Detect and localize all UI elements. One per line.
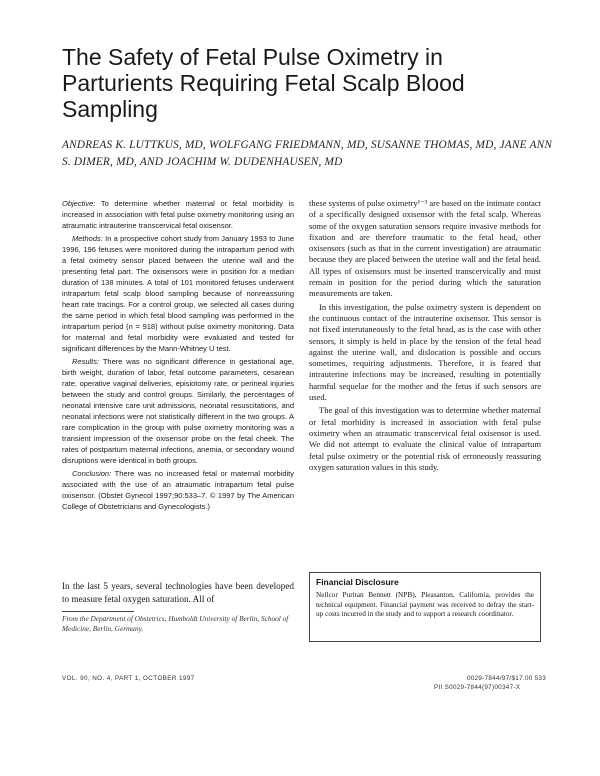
author-list: ANDREAS K. LUTTKUS, MD, WOLFGANG FRIEDMANN, MD, SUSANNE THOMAS, MD, JANE ANN S. DIMER, MD, AND JOACHIM W. DUDENHAUSEN, MD: [62, 139, 553, 168]
results-text: There was no significant difference in gestational age, birth weight, duration of labor, fetal outcome parameters, cesarean rate, operative vaginal deliveries, episiotomy rate, or perineal injuries between the study and control groups. Similarly, the percentages of neonatal intensive care unit admissions, neonatal resuscitations, and neonatal infections were not statistically different in the two groups. A rare complication in the group with pulse oximetry monitoring was a transient impression of the oxisensor probe on the fetal cheek. The rates of postpartum maternal infections, anemia, or secondary wound disruptions were identical in both groups.: [62, 357, 294, 465]
pii-code: PII S0029-7844(97)00347-X: [434, 683, 521, 691]
disclosure-text: Nellcor Puritan Bennett (NPB), Pleasanton, California, provides the technical equipment. Financial payment was received to defray the start-up costs incurred in the study and to support a research coordinator.: [316, 590, 534, 618]
article-title: The Safety of Fetal Pulse Oximetry in Parturients Requiring Fetal Scalp Blood Sampling: [62, 44, 465, 122]
methods-text: In a prospective cohort study from January 1993 to June 1996, 196 fetuses were monitored during the intrapartum period with a fetal oximetry sensor placed between the uterine wall and the presenting fetal part. The oxisensors were in position for a median duration of 138 minutes. A total of 101 monitored fetuses underwent intrapartum fetal scalp blood sampling because of nonreassuring heart rate tracings. For a control group, we selected all cases during the same period in which fetal blood sampling was performed in the intrapartum period (n = 918) without pulse oximetry monitoring. Data for maternal and fetal morbidity were evaluated and tested for significant differences by the Mann-Whitney U test.: [62, 234, 294, 353]
body-paragraph-1: these systems of pulse oximetry¹⁻³ are based on the intimate contact of a specifically designed oxisensor with the fetal scalp. Whereas some of the oxygen saturation sensors require invasive methods for fixation and are therefore traumatic to the fetal head, other oxisensors (such as that in the current investigation) are atraumatic because they are placed between the uterine wall and the fetal head. All types of oxisensors must be inserted transcervically and must remain in position for the period during which the saturation measurements are taken.: [309, 198, 541, 299]
abstract-objective: [62, 198, 294, 231]
objective-label: Objective:: [62, 199, 96, 208]
body-paragraph-3: The goal of this investigation was to determine whether maternal or fetal morbidity is increased in association with fetal pulse oximetry when an atraumatic transcervical fetal oxisensor is used. We did not attempt to evaluate the clinical value of intrapartum fetal pulse oximetry or the potential risk of erroneously reassuring oxygen saturation values in this study.: [309, 405, 541, 472]
abstract-methods: [62, 233, 294, 354]
disclosure-heading: Financial Disclosure: [316, 577, 399, 587]
conclusion-text: There was no increased fetal or maternal morbidity associated with the use of an atraumatic intrapartum fetal pulse oxisensor. (Obstet Gynecol 1997;90:533–7. © 1997 by The American College of Obstetricians and Gynecologists.): [62, 469, 294, 511]
affiliation-footnote: From the Department of Obstetrics, Humboldt University of Berlin, School of Medicine, Berlin, Germany.: [62, 614, 289, 633]
footnote-rule: [62, 611, 134, 612]
body-right-column: [309, 198, 541, 475]
intro-paragraph: In the last 5 years, several technologies have been developed to measure fetal oxygen saturation. All of: [62, 581, 294, 604]
page-identifier-footer: [426, 675, 546, 692]
journal-volume-footer: VOL. 90, NO. 4, PART 1, OCTOBER 1997: [62, 675, 195, 682]
results-label: Results:: [72, 357, 100, 366]
abstract-results: [62, 356, 294, 466]
conclusion-label: Conclusion:: [72, 469, 112, 478]
body-paragraph-2: In this investigation, the pulse oximetry system is dependent on the continuous contact of the intrauterine oxisensor. This sensor is not fixed interutaneously to the fetal head, as is the case with other sensors, it simply is held in place by the tension of the fetal head against the uterine wall, and dislocation is possible and occurs sometimes, requiring adjustments. Therefore, it is feared that intrauterine infections may be increased, resulting in potentially harmful sequelae for the mother and the fetus if such sensors are used.: [309, 301, 541, 403]
financial-disclosure-box: [309, 572, 541, 642]
objective-text: To determine whether maternal or fetal morbidity is increased in association with fetal pulse oximetry monitoring using an atraumatic intrauterine transcervical fetal oxisensor.: [62, 199, 294, 230]
issn-page-number: 0029-7844/97/$17.00 533: [466, 675, 546, 682]
abstract: [62, 198, 294, 514]
abstract-conclusion: [62, 468, 294, 512]
methods-label: Methods:: [72, 234, 103, 243]
